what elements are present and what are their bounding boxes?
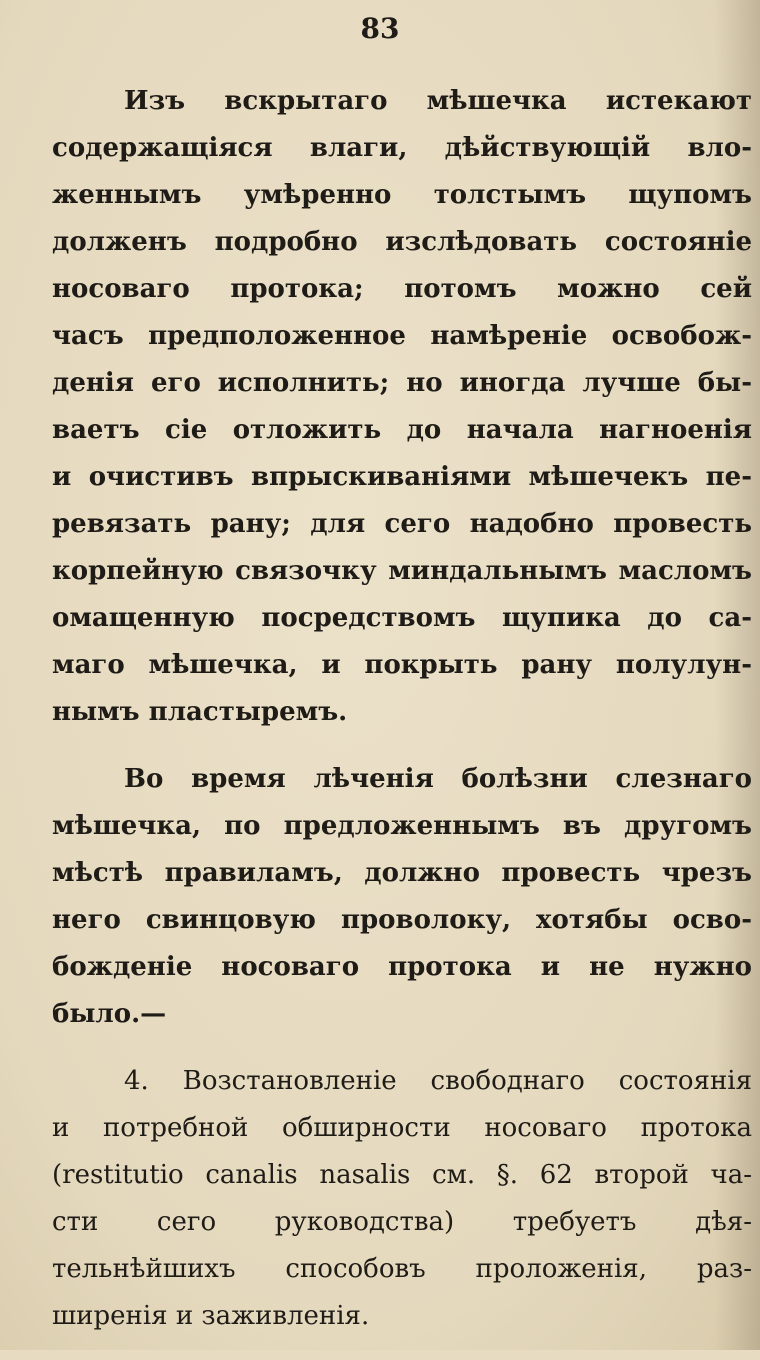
text-line: денія его исполнить; но иногда лучше бы- [52,368,752,398]
text-line: долженъ подробно изслѣдовать состояніе [52,227,752,257]
text-line: носоваго протока; потомъ можно сей [52,274,752,304]
text-line: сти сего руководства) требуетъ дѣя- [52,1207,752,1237]
text-line: божденіе носоваго протока и не нужно [52,952,752,982]
text-line: Изъ вскрытаго мѣшечка истекают [124,86,752,116]
page-number: 83 [360,12,400,45]
paragraph-1 [52,78,752,736]
text-line: женнымъ умѣренно толстымъ щупомъ [52,180,752,210]
text-line: 4. Возстановленіе свободнаго состоянія [124,1066,752,1096]
text-line: и очистивъ впрыскиваніями мѣшечекъ пе- [52,462,752,492]
text-line: (restitutio canalis nasalis см. §. 62 второй ча- [52,1160,752,1190]
paragraph-2 [52,756,752,1038]
text-line: маго мѣшечка, и покрыть рану полулун- [52,650,752,680]
text-line: мѣстѣ правиламъ, должно провесть чрезъ [52,858,752,888]
text-line: ваетъ сіе отложить до начала нагноенія [52,415,752,445]
text-line: было.— [52,999,167,1029]
text-line: часъ предположенное намѣреніе освобож- [52,321,752,351]
text-line: Во время лѣченія болѣзни слезнаго [124,764,752,794]
text-line: корпейную связочку миндальнымъ масломъ [52,556,752,586]
page-text [52,78,752,1360]
text-line: содержащіяся влаги, дѣйствующій вло- [52,133,752,163]
paragraph-3 [52,1058,752,1340]
text-line: ширенія и заживленія. [52,1301,370,1331]
text-line: и потребной обширности носоваго протока [52,1113,752,1143]
text-line: мѣшечка, по предложеннымъ въ другомъ [52,811,752,841]
text-line: него свинцовую проволоку, хотябы осво- [52,905,752,935]
text-line: ревязать рану; для сего надобно провесть [52,509,752,539]
text-line: тельнѣйшихъ способовъ проложенія, раз- [52,1254,752,1284]
text-line: омащенную посредствомъ щупика до са- [52,603,752,633]
text-line: нымъ пластыремъ. [52,697,348,727]
